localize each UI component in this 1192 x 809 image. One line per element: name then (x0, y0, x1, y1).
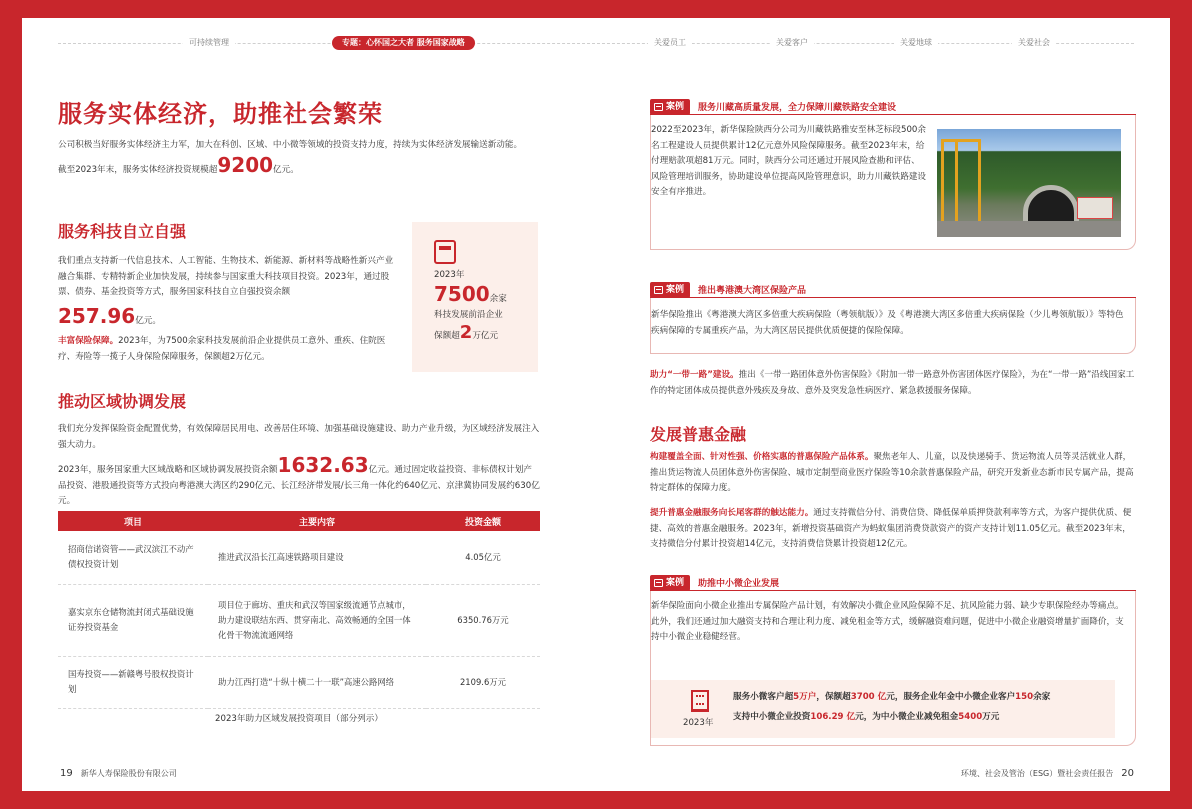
tech-stat-unit: 余家 (489, 294, 507, 304)
sme-stat-text: 元，服务企业年金中小微企业客户 (886, 692, 1016, 702)
left-page-number: 19 (60, 768, 73, 779)
railway-tunnel-photo (937, 129, 1121, 237)
inclusive-lead-1: 构建覆盖全面、针对性强、价格实惠的普惠保险产品体系。 (650, 452, 874, 462)
tech-stat-box (412, 222, 538, 372)
case-book-icon (654, 103, 663, 111)
belt-road-lead: 助力“一带一路”建设。 (650, 370, 739, 380)
tech-stat-label: 科技发展前沿企业 (434, 310, 503, 320)
case-tag-label: 案例 (666, 101, 685, 112)
sme-stat-line-2 (733, 710, 999, 726)
table-cell-amount: 4.05亿元 (426, 531, 540, 584)
table-header-amount: 投资金额 (426, 511, 540, 531)
nav-item-sustainability[interactable]: 可持续管理 (183, 36, 235, 50)
tech-amount-number: 257.96 (58, 304, 136, 328)
tech-stat-count (434, 282, 507, 308)
belt-road-text: 推出《一带一路团体意外伤害保险》《附加一带一路意外伤害团体医疗保险》，为在“一带一路”沿线国家工作的特定团体成员提供意外残疾及身故、意外及突发急性病医疗、紧急救援服务保障。 (650, 370, 1135, 396)
inclusive-text-2: 通过支持微信分付、消费信贷、降低保单质押贷款利率等方式，为客户提供优质、便捷、高效的普惠金融服务。2023年，新增投资基础资产为蚂蚁集团消费贷款资产的资产支持计划11.05亿元。截至2023年末，支持微信分付累计投资超14亿元，支持消费信贷累计投资超12亿元。 (650, 508, 1132, 549)
sme-stat-value: 5万户 (793, 692, 817, 702)
tech-insurance-lead: 丰富保险保障。 (58, 336, 119, 346)
inclusive-heading: 发展普惠金融 (650, 425, 747, 444)
sme-stat-line-1 (733, 690, 1050, 706)
tech-stat-coverage-unit: 万亿元 (472, 331, 499, 341)
table-cell-content: 助力江西打造“十纵十横二十一联”高速公路网络 (208, 656, 426, 708)
report-spread (22, 18, 1170, 791)
tech-insurance-paragraph (58, 334, 398, 365)
sme-stat-box (651, 680, 1115, 738)
inclusive-text-1: 聚焦老年人、儿童，以及快递骑手、货运物流人员等灵活就业人群，推出货运物流人员团体意外伤害保险、城市定制型商业医疗保险等10余款普惠保险产品，研究开发新业态新市民专属产品，提高特定群体的保障力度。 (650, 452, 1134, 493)
investment-table-wrap (58, 511, 540, 709)
tech-stat-coverage-number: 2 (459, 322, 473, 343)
table-header-project: 项目 (58, 511, 208, 531)
case-tag (650, 575, 690, 591)
case-title: 助推中小微企业发展 (698, 579, 780, 589)
table-cell-project: 招商信诺资管——武汉滨江不动产债权投资计划 (58, 531, 208, 584)
tech-paragraph (58, 254, 398, 301)
tech-stat-year: 2023年 (434, 270, 465, 280)
tech-amount-unit: 亿元。 (135, 316, 161, 326)
table-header-content: 主要内容 (208, 511, 426, 531)
region-investment-paragraph (58, 453, 540, 510)
case-book-icon (654, 579, 663, 587)
inclusive-paragraph-2 (650, 506, 1136, 553)
road-shape (937, 221, 1121, 237)
case-sichuan-tibet (650, 99, 1136, 250)
table-cell-content: 推进武汉沿长江高速铁路项目建设 (208, 531, 426, 584)
document-stack-icon (434, 240, 456, 264)
page-title: 服务实体经济，助推社会繁荣 (58, 100, 383, 128)
table-cell-amount: 2109.6万元 (426, 656, 540, 708)
intro-paragraph: 公司积极当好服务实体经济主力军，加大在科创、区域、中小微等领域的投资支持力度，持续为实体经济发展输送新动能。 (58, 140, 523, 150)
intro-stat-label: 截至2023年末，服务实体经济投资规模超 (58, 165, 218, 175)
inclusive-paragraph-1 (650, 450, 1136, 497)
sme-stat-year: 2023年 (683, 718, 714, 728)
left-footer-company: 新华人寿保险股份有限公司 (80, 769, 177, 778)
intro-stat-number: 9200 (217, 153, 274, 177)
case-greater-bay (650, 282, 1136, 354)
inclusive-lead-2: 提升普惠金融服务向长尾客群的触达能力。 (650, 508, 814, 518)
case-text: 新华保险推出《粤港澳大湾区多倍重大疾病保险（粤领航版）》及《粤港澳大湾区多倍重大疾病保险（少儿粤领航版）》等特色疾病保障的专属重疾产品，为大湾区居民提供优质便捷的保险保障。 (651, 310, 1124, 336)
sme-stat-text: 万元 (982, 712, 1000, 722)
section-nav (58, 36, 1134, 50)
case-title: 推出粤港澳大湾区保险产品 (698, 286, 807, 296)
case-body (650, 591, 1136, 746)
sme-stat-value: 106.29 亿 (810, 712, 856, 722)
table-caption: 2023年助力区域发展投资项目（部分列示） (215, 714, 383, 724)
left-footer (52, 768, 177, 779)
sme-stat-text: 余家 (1033, 692, 1051, 702)
region-paragraph: 我们充分发挥保险资金配置优势，有效保障居民用电、改善居住环境、加强基础设施建设、助力产业升级，为区域经济发展注入强大动力。 (58, 424, 540, 450)
nav-item-customers[interactable]: 关爱客户 (770, 36, 814, 50)
table-row (58, 531, 540, 584)
tech-heading: 服务科技自立自强 (58, 222, 187, 241)
case-header (650, 99, 1136, 115)
case-text: 新华保险面向小微企业推出专属保险产品计划，有效解决小微企业风险保障不足、抗风险能力弱、缺少专职保险经办等痛点。此外，我们还通过加大融资支持和合理让利力度、减免租金等方式，缓解融资难问题，促进中小微企业融资增量扩面降价，支持中小微企业稳健经营。 (651, 601, 1124, 642)
table-header-row (58, 511, 540, 531)
crane-mast-shape (955, 139, 958, 234)
case-title: 服务川藏高质量发展，全力保障川藏铁路安全建设 (698, 103, 897, 113)
case-book-icon (654, 286, 663, 294)
nav-item-special-topic[interactable]: 专题：心怀国之大者 服务国家战略 (332, 36, 475, 50)
case-tag-label: 案例 (666, 284, 685, 295)
region-investment-label: 2023年，服务国家重大区域战略和区域协调发展投资余额 (58, 465, 278, 475)
nav-item-society[interactable]: 关爱社会 (1012, 36, 1056, 50)
tech-stat-coverage (434, 322, 498, 345)
region-investment-text: 亿元。通过固定收益投资、非标债权计划产品投资、港股通投资等方式投向粤港澳大湾区约290亿元、长江经济带发展/长三角一体化约640亿元、京津冀协同发展约630亿元。 (58, 465, 540, 506)
table-row (58, 584, 540, 656)
case-tag-label: 案例 (666, 577, 685, 588)
table-cell-content: 项目位于廊坊、重庆和武汉等国家级流通节点城市，助力建设联结东西、贯穿南北、高效畅通的全国一体化骨干物流流通网络 (208, 584, 426, 656)
case-text: 2022至2023年，新华保险陕西分公司为川藏铁路雅安至林芝标段500余名工程建设人员提供累计12亿元意外风险保障服务。截至2023年末，给付理赔款项超81万元。同时，陕西分公司还通过开展风险查勘和评估、风险管理培训服务，协助建设单位提高风险管理意识，助力川藏铁路建设安全有序推进。 (651, 125, 927, 197)
investment-table (58, 511, 540, 709)
banner-shape (1077, 197, 1113, 219)
right-page-number: 20 (1121, 768, 1134, 779)
sme-stat-text: 支持中小微企业投资 (733, 712, 811, 722)
case-header (650, 575, 1136, 591)
sme-stat-text: ，保额超 (816, 692, 851, 702)
sme-stat-value: 5400 (958, 712, 983, 722)
building-icon (691, 690, 709, 712)
nav-item-earth[interactable]: 关爱地球 (894, 36, 938, 50)
crane-shape (941, 139, 981, 234)
table-row (58, 656, 540, 708)
table-cell-project: 嘉实京东仓储物流封闭式基础设施证券投资基金 (58, 584, 208, 656)
belt-road-paragraph (650, 368, 1136, 399)
case-tag (650, 99, 690, 115)
table-cell-amount: 6350.76万元 (426, 584, 540, 656)
case-header (650, 282, 1136, 298)
region-investment-number: 1632.63 (277, 453, 369, 477)
intro-stat-unit: 亿元。 (273, 165, 299, 175)
right-footer (961, 768, 1142, 779)
table-cell-project: 国寿投资——新赣粤号股权投资计划 (58, 656, 208, 708)
nav-item-employees[interactable]: 关爱员工 (648, 36, 692, 50)
case-smes (650, 575, 1136, 746)
tech-stat-coverage-label: 保额超 (434, 331, 460, 341)
tech-insurance-text: 2023年，为7500余家科技发展前沿企业提供员工意外、重疾、住院医疗、寿险等一揽子人身保险保障服务，保额超2万亿元。 (58, 336, 386, 362)
case-body (650, 115, 1136, 250)
case-tag (650, 282, 690, 298)
intro-stat (58, 153, 558, 179)
sme-stat-value: 3700 亿 (850, 692, 887, 702)
right-footer-report: 环境、社会及管治（ESG）暨社会责任报告 (960, 769, 1114, 778)
sme-stat-text: 元，为中小微企业减免租金 (855, 712, 959, 722)
region-heading: 推动区域协调发展 (58, 392, 187, 411)
tech-text: 我们重点支持新一代信息技术、人工智能、生物技术、新能源、新材料等战略性新兴产业融合集群、专精特新企业加快发展，持续参与国家重大科技项目投资。2023年，通过股票、债券、基金投资等方式，服务国家科技自立自强投资余额 (58, 256, 394, 297)
sme-stat-value: 150 (1015, 692, 1034, 702)
tech-amount (58, 304, 161, 330)
sme-stat-text: 服务小微客户超 (733, 692, 794, 702)
tech-stat-number: 7500 (434, 282, 490, 306)
case-body (650, 298, 1136, 354)
